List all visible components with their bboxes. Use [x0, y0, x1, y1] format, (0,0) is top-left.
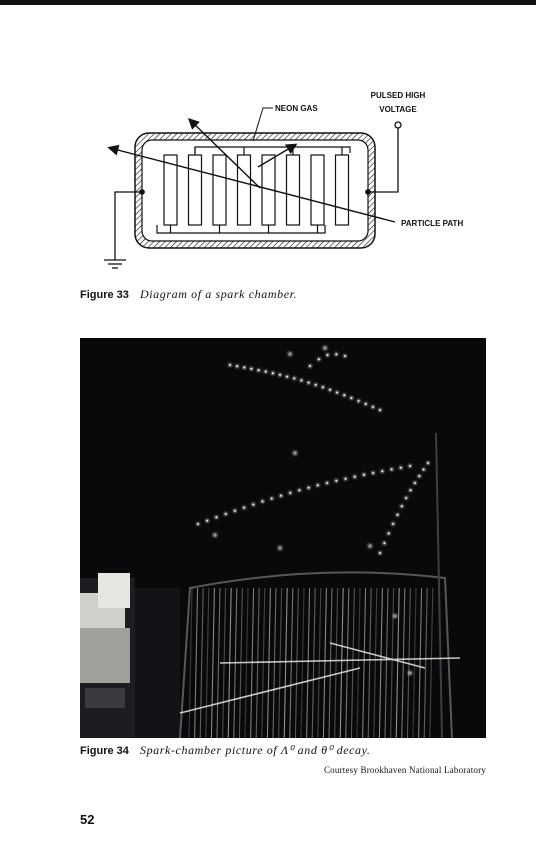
page-number: 52 — [80, 812, 95, 827]
spark-dot-core — [343, 394, 345, 396]
pulsed-high-label: PULSED HIGH — [370, 91, 426, 100]
spark-dot-core — [401, 505, 403, 507]
spark-dot-core — [423, 469, 425, 471]
spark-dot-core — [322, 386, 324, 388]
spark-chamber-photograph — [80, 338, 486, 738]
spark-dot-core — [358, 400, 360, 402]
spark-dot-core — [301, 380, 303, 382]
spark-dot-core — [344, 355, 346, 357]
spark-dot-core — [409, 465, 411, 467]
spark-dot-core — [258, 369, 260, 371]
spark-dot-core — [234, 510, 236, 512]
spark-dot-core — [309, 365, 311, 367]
spark-dot-core — [363, 474, 365, 476]
spark-dot-core — [308, 487, 310, 489]
electrode-plate — [189, 155, 202, 225]
spark-flash — [323, 346, 327, 350]
spark-dot-core — [262, 501, 264, 503]
figure-34-number: Figure 34 — [80, 745, 129, 757]
figure-34-caption-text: Spark-chamber picture of Λ⁰ and θ⁰ decay. — [139, 743, 371, 757]
spark-dot-core — [236, 365, 238, 367]
spark-dot-core — [286, 376, 288, 378]
spark-dot-core — [251, 368, 253, 370]
spark-dot-core — [418, 475, 420, 477]
spark-dot-core — [405, 497, 407, 499]
spark-dot-core — [351, 397, 353, 399]
figure-33-caption — [80, 287, 297, 302]
spark-dot-core — [379, 409, 381, 411]
spark-dot-core — [327, 354, 329, 356]
spark-dot-core — [391, 469, 393, 471]
spark-dot-core — [229, 364, 231, 366]
spark-dot-core — [265, 371, 267, 373]
spark-dot-core — [365, 403, 367, 405]
spark-dot-core — [397, 514, 399, 516]
spark-dot-core — [280, 495, 282, 497]
page-top-edge — [0, 0, 536, 5]
spark-dot-core — [372, 472, 374, 474]
spark-dot-core — [272, 372, 274, 374]
spark-flash — [213, 533, 217, 537]
spark-dot-core — [410, 489, 412, 491]
spark-dot-core — [379, 552, 381, 554]
spark-dot-core — [293, 378, 295, 380]
spark-dot-core — [372, 406, 374, 408]
electrode-plate — [311, 155, 324, 225]
spark-dot-core — [243, 507, 245, 509]
particle-path-label: PARTICLE PATH — [401, 219, 464, 228]
spark-chamber-diagram — [95, 85, 485, 280]
photo-credit: Courtesy Brookhaven National Laboratory — [323, 765, 486, 775]
spark-dot-core — [335, 480, 337, 482]
spark-dot-core — [388, 533, 390, 535]
electrode-plate — [336, 155, 349, 225]
spark-dot-core — [197, 523, 199, 525]
spark-dot-core — [318, 358, 320, 360]
spark-dot-core — [225, 513, 227, 515]
spark-flash — [368, 544, 372, 548]
spark-dot-core — [279, 374, 281, 376]
spark-dot-core — [335, 353, 337, 355]
spark-flash — [278, 546, 282, 550]
spark-dot-core — [289, 492, 291, 494]
spark-dot-core — [354, 476, 356, 478]
spark-flash — [293, 451, 297, 455]
figure-33-number: Figure 33 — [80, 289, 129, 301]
spark-dot-core — [381, 470, 383, 472]
spark-dot-core — [329, 389, 331, 391]
spark-dot-core — [216, 516, 218, 518]
spark-flash — [288, 352, 292, 356]
apparatus-silhouette — [80, 573, 180, 738]
spark-dot-core — [345, 478, 347, 480]
spark-dot-core — [414, 482, 416, 484]
neon-gas-label: NEON GAS — [275, 104, 318, 113]
spark-dot-core — [427, 462, 429, 464]
spark-dot-core — [299, 489, 301, 491]
spark-dot-core — [336, 392, 338, 394]
spark-dot-core — [326, 482, 328, 484]
spark-flash — [393, 614, 397, 618]
spark-dot-core — [317, 484, 319, 486]
figure-34-caption — [80, 743, 371, 758]
spark-dot-core — [392, 523, 394, 525]
electrode-plate — [213, 155, 226, 225]
spark-dot-core — [384, 542, 386, 544]
figure-33-caption-text: Diagram of a spark chamber. — [139, 287, 298, 301]
electrode-plate — [287, 155, 300, 225]
spark-dot-core — [206, 520, 208, 522]
spark-dot-core — [243, 367, 245, 369]
spark-dot-core — [400, 467, 402, 469]
spark-dot-core — [252, 504, 254, 506]
spark-dot-core — [271, 498, 273, 500]
voltage-label: VOLTAGE — [379, 105, 417, 114]
spark-dot-core — [308, 382, 310, 384]
electrode-plate — [238, 155, 251, 225]
spark-flash — [408, 671, 412, 675]
spark-dot-core — [315, 384, 317, 386]
